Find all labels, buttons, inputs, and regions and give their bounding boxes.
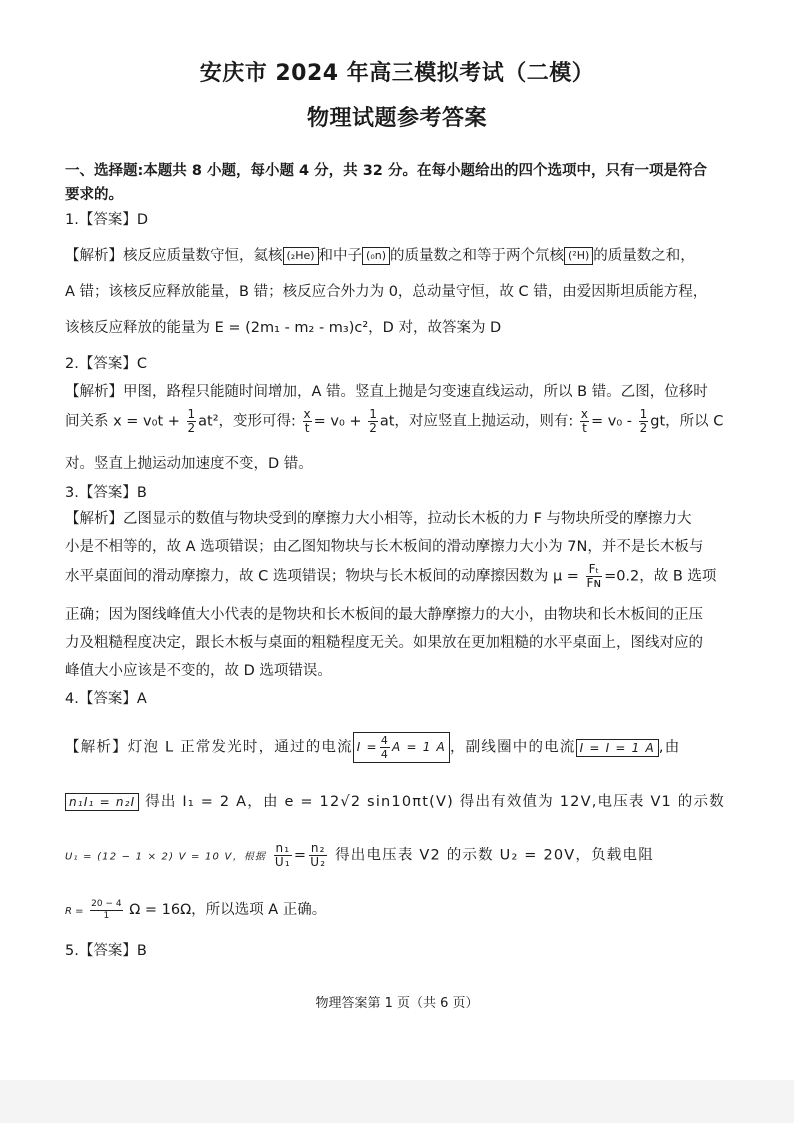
- q4-answer: 4.【答案】A: [65, 691, 147, 707]
- fraction-one-half-2: $\frac{1}{2}$: [369, 407, 377, 435]
- q4-explanation-line4: [65, 898, 735, 922]
- q1-explanation-line2: A 错；该核反应释放能量，B 错；核反应合外力为 0，总动量守恒，故 C 错，由爱因斯坦质能方程，: [65, 284, 708, 300]
- q2-explanation-line3: 对。竖直上抛运动加速度不变，D 错。: [65, 456, 313, 472]
- q2-text-e: = v₀ -: [591, 413, 633, 430]
- page-title: 安庆市 2024 年高三模拟考试（二模）: [199, 61, 595, 86]
- q3-explanation-line3: [65, 563, 735, 590]
- current-formula-box: I = $\frac{4}{4}$ A = 1 A: [353, 732, 450, 763]
- q4-text-e: U₁ = (12 − 1 × 2) V = 10 V，根据: [65, 851, 267, 863]
- secondary-current-box: I = I = 1 A: [576, 739, 659, 757]
- fraction-resistance: $\frac{20 - 4}{1}$: [91, 898, 122, 921]
- q5-answer: 5.【答案】B: [65, 943, 147, 959]
- q4-text-a: 【解析】灯泡 L 正常发光时，通过的电流: [65, 739, 353, 756]
- q3-explanation-line6: 峰值大小应该是不变的，故 D 选项错误。: [65, 663, 332, 679]
- q4-text-g: R =: [65, 906, 84, 917]
- q1-answer: 1.【答案】D: [65, 212, 148, 228]
- fraction-n2-u2: $\frac{\text{n₂}}{\text{U₂}}$: [310, 841, 327, 869]
- fraction-n1-u1: $\frac{\text{n₁}}{\text{U₁}}$: [274, 841, 291, 869]
- section-heading: 一、选择题:本题共 8 小题，每小题 4 分，共 32 分。在每小题给出的四个选项中，只有一项是符合: [65, 163, 707, 179]
- q2-text-b: at²，变形可得:: [198, 413, 296, 430]
- neutron-box: (₀n): [362, 247, 390, 265]
- q1-text-a: 【解析】核反应质量数守恒，氦核: [65, 248, 283, 264]
- deuteron-box: (²H): [564, 247, 593, 265]
- section-heading-cont: 要求的。: [65, 187, 123, 203]
- q4-text-f: 得出电压表 V2 的示数 U₂ = 20V，负载电阻: [335, 847, 654, 864]
- q4-explanation-line3: U₁ = (12 − 1 × 2) V = 10 V，根据 $\frac{\text{n₁}}{\text{U₁}}$ = $\frac{\text{n₂}}{\text{U₂}}$ 得出电压表 V2 的示数 U₂ = 20V，负载电阻: [65, 841, 654, 869]
- helium-nucleus-box: (₂He): [283, 247, 319, 265]
- q2-text-a: 间关系 x = v₀t +: [65, 413, 180, 430]
- q2-explanation-line1: 【解析】甲图，路程只能随时间增加，A 错。竖直上抛是匀变速直线运动，所以 B 错。乙图，位移时: [65, 384, 708, 400]
- q3-explanation-line2: 小是不相等的，故 A 选项错误；由乙图知物块与长木板间的滑动摩擦力大小为 7N，并不是长木板与: [65, 539, 704, 555]
- page-subtitle: 物理试题参考答案: [306, 106, 487, 131]
- q1-text-c: 的质量数之和等于两个氘核: [390, 248, 565, 264]
- fraction-one-half-3: $\frac{1}{2}$: [639, 407, 648, 435]
- q2-explanation-line2: [65, 408, 735, 435]
- q1-explanation-line3: 该核反应释放的能量为 E = (2m₁ - m₂ - m₃)c²，D 对，故答案为 D: [65, 320, 502, 336]
- q3-answer: 3.【答案】B: [65, 485, 147, 501]
- fraction-one-half: $\frac{1}{2}$: [187, 407, 196, 435]
- fraction-x-over-t-2: $\frac{x}{t}$: [580, 407, 589, 435]
- q1-explanation-line1: [65, 244, 735, 265]
- turns-ratio-box: n₁I₁ = n₂I: [65, 793, 139, 811]
- q4-text-b: ，副线圈中的电流: [449, 739, 576, 756]
- q2-text-c: = v₀ +: [313, 413, 362, 430]
- q2-answer: 2.【答案】C: [65, 356, 147, 372]
- page-bottom-margin: [0, 1080, 794, 1123]
- q1-text-b: 和中子: [318, 248, 363, 264]
- page-footer: 物理答案第 1 页（共 6 页）: [315, 996, 479, 1011]
- q4-explanation-line2: [65, 790, 735, 811]
- q4-text-c: ,由: [658, 739, 681, 756]
- q3-text-a: 水平桌面间的滑动摩擦力，故 C 选项错误；物块与长木板间的动摩擦因数为 μ =: [65, 568, 579, 585]
- q3-explanation-line4: 正确；因为图线峰值大小代表的是物块和长木板间的最大静摩擦力的大小，由物块和长木板间的正压: [65, 607, 703, 623]
- q4-explanation-line1: [65, 732, 735, 763]
- q2-text-f: gt，所以 C: [650, 413, 724, 430]
- q3-explanation-line5: 力及粗糙程度决定，跟长木板与桌面的粗糙程度无关。如果放在更加粗糙的水平桌面上，图线对应的: [65, 635, 703, 651]
- q2-text-d: at，对应竖直上抛运动，则有:: [379, 413, 574, 430]
- q4-text-d: 得出 I₁ = 2 A，由 e = 12√2 sin10πt(V) 得出有效值为 12V,电压表 V1 的示数: [145, 794, 725, 810]
- q3-text-b: =0.2，故 B 选项: [604, 568, 717, 585]
- q4-text-h: Ω = 16Ω，所以选项 A 正确。: [129, 902, 327, 918]
- fraction-x-over-t: $\frac{x}{t}$: [303, 407, 311, 435]
- fraction-friction-over-normal: $\frac{\text{Fₜ}}{\text{Fɴ}}$: [586, 562, 602, 590]
- q3-explanation-line1: 【解析】乙图显示的数值与物块受到的摩擦力大小相等，拉动长木板的力 F 与物块所受的摩擦力大: [65, 511, 692, 527]
- q1-text-d: 的质量数之和，: [593, 248, 695, 264]
